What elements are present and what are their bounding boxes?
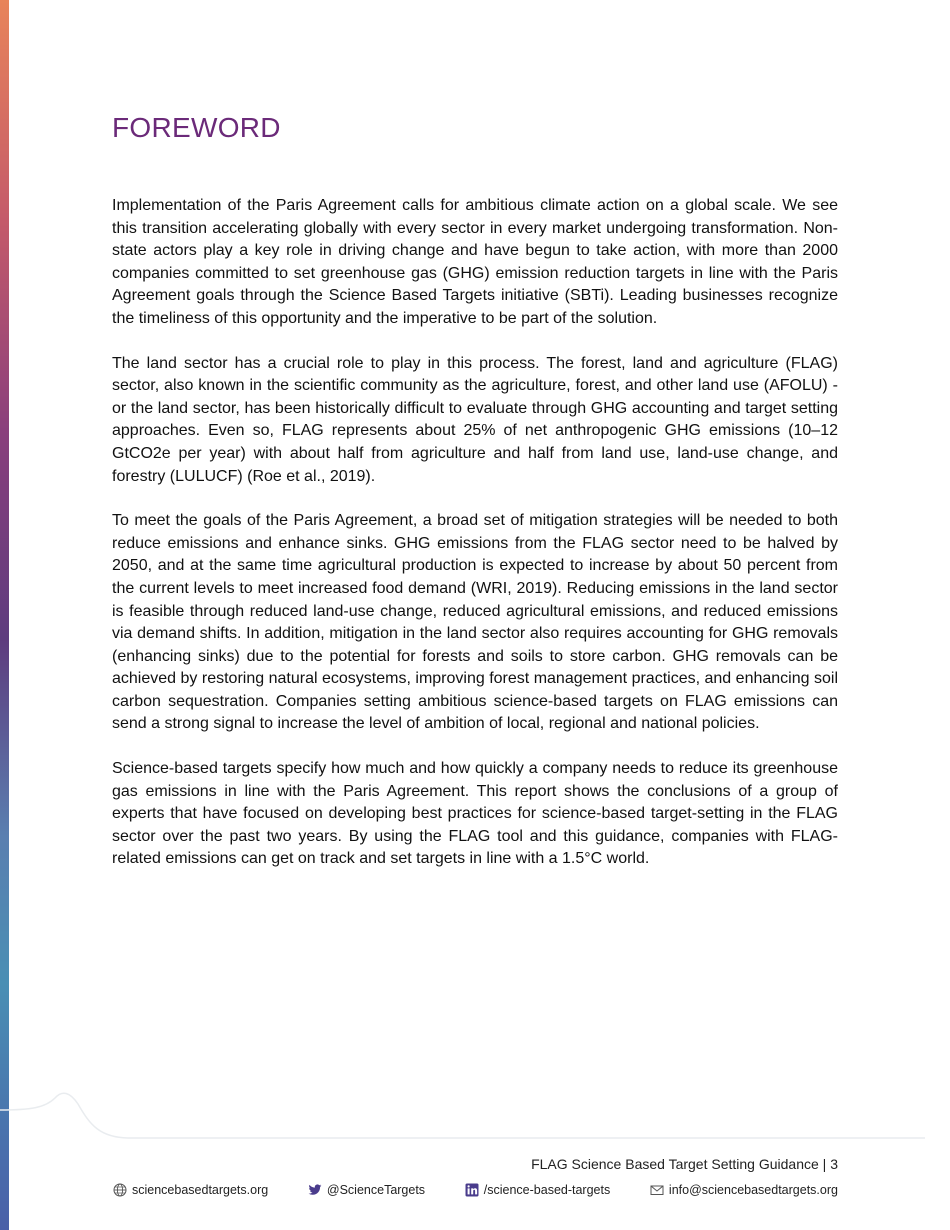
email-address: info@sciencebasedtargets.org <box>668 1183 838 1197</box>
paragraph-2: The land sector has a crucial role to play in this process. The forest, land and agriculture (FLAG) sector, also known in the scientific community as the agriculture, forest, and other land use (AFOLU) - or the land sector, has been historically difficult to evaluate through GHG accounting and target setting approaches. Even so, FLAG represents about 25% of net anthropogenic GHG emissions (10–12 GtCO2e per year) with about half from agriculture and half from land use, land-use change, and forestry (LULUCF) (Roe et al., 2019). <box>112 354 838 485</box>
website-link[interactable] <box>113 1183 268 1197</box>
twitter-icon <box>308 1183 322 1197</box>
linkedin-link[interactable] <box>465 1183 610 1197</box>
twitter-link[interactable] <box>308 1183 425 1197</box>
page-title: FOREWORD <box>112 112 281 143</box>
side-gradient-bar <box>0 0 9 1230</box>
twitter-handle: @ScienceTargets <box>326 1183 426 1197</box>
foreword-body <box>112 195 838 893</box>
paragraph-4: Science-based targets specify how much and how quickly a company needs to reduce its greenhouse gas emissions in line with the Paris Agreement. This report shows the conclusions of a group of experts that have focused on developing best practices for science-based target-setting in the FLAG sector over the past two years. By using the FLAG tool and this guidance, companies with FLAG-related emissions can get on track and set targets in line with a 1.5°C world. <box>112 760 838 868</box>
globe-icon <box>113 1183 127 1197</box>
document-title: FLAG Science Based Target Setting Guidance <box>531 1156 819 1172</box>
email-link[interactable] <box>650 1183 838 1197</box>
footer-links <box>113 1183 838 1197</box>
linkedin-path: /science-based-targets <box>483 1183 611 1197</box>
paragraph-3: To meet the goals of the Paris Agreement, a broad set of mitigation strategies will be needed to both reduce emissions and enhance sinks. GHG emissions from the FLAG sector need to be halved by 2050, and at the same time agricultural production is expected to increase by about 50 percent from the current levels to meet increased food demand (WRI, 2019). Reducing emissions in the land sector is feasible through reduced land-use change, reduced agricultural emissions, and reduced emissions via demand shifts. In addition, mitigation in the land sector also requires accounting for GHG removals (enhancing sinks) due to the potential for forests and soils to store carbon. GHG removals can be achieved by restoring natural ecosystems, improving forest management practices, and enhancing soil carbon sequestration. Companies setting ambitious science-based targets on FLAG emissions can send a strong signal to increase the level of ambition of local, regional and national policies. <box>112 512 838 733</box>
envelope-icon <box>650 1183 664 1197</box>
footer-document-title <box>531 1156 838 1172</box>
website-text: sciencebasedtargets.org <box>132 1183 269 1197</box>
page-number: 3 <box>830 1156 838 1172</box>
paragraph-1: Implementation of the Paris Agreement calls for ambitious climate action on a global scale. We see this transition accelerating globally with every sector in every market undergoing transformation. Non-state actors play a key role in driving change and have begun to take action, with more than 2000 companies committed to set greenhouse gas (GHG) emission reduction targets in line with the Paris Agreement goals through the Science Based Targets initiative (SBTi). Leading businesses recognize the timeliness of this opportunity and the imperative to be part of the solution. <box>112 197 838 327</box>
footer-decorative-curve <box>0 1080 950 1150</box>
title-separator: | <box>822 1156 827 1172</box>
linkedin-icon <box>465 1183 479 1197</box>
